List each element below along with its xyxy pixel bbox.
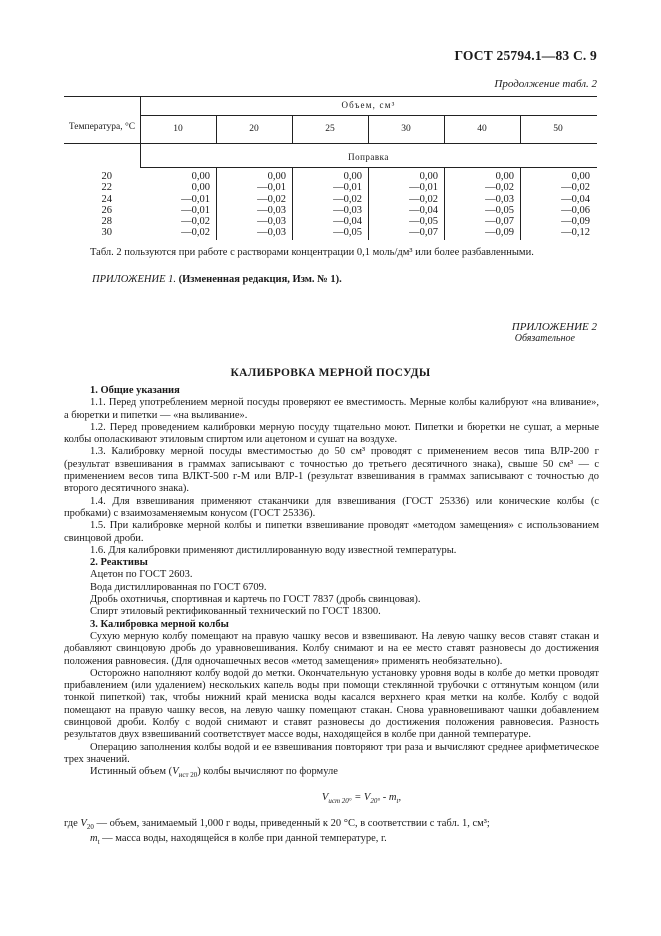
page-header: ГОСТ 25794.1—83 С. 9 <box>454 48 597 63</box>
text-run: = <box>351 792 364 804</box>
temperature-cell: 26 <box>101 204 112 216</box>
correction-cell: —0,02 <box>181 216 210 228</box>
correction-cell: —0,05 <box>333 227 362 239</box>
table-columns-rule <box>64 143 597 144</box>
correction-cell: —0,03 <box>485 193 514 205</box>
correction-cell: —0,07 <box>409 227 438 239</box>
text-run: где <box>64 817 81 829</box>
text-run: — масса воды, находящейся в колбе при данной температуре, г. <box>99 833 387 845</box>
subscript: ист 20° <box>328 797 352 806</box>
subscript: 20 <box>86 823 94 832</box>
correction-cell: —0,01 <box>409 182 438 194</box>
text-run: Истинный объем ( <box>90 766 173 778</box>
subscript: t <box>396 797 399 806</box>
appendix1-text: (Измененная редакция, Изм. № 1). <box>178 274 342 285</box>
correction-cell: —0,04 <box>409 204 438 216</box>
correction-cell: —0,07 <box>485 216 514 228</box>
appendix2-heading <box>512 321 597 345</box>
correction-cell: —0,05 <box>409 216 438 228</box>
paragraph: 1.1. Перед употреблением мерной посуды проверяют ее вместимость. Мерные колбы калибруют «на вливание», а бюретки и пипетки — «на выливание». <box>64 397 599 421</box>
correction-cell: —0,02 <box>561 182 590 194</box>
formula <box>64 792 599 807</box>
appendix1-reference <box>92 274 342 285</box>
correction-cell: —0,04 <box>333 216 362 228</box>
table-continuation-label: Продолжение табл. 2 <box>494 78 597 90</box>
paragraph: Операцию заполнения колбы водой и ее взвешивания повторяют три раза и вычисляют среднее арифметическое трех значений. <box>64 741 599 765</box>
correction-cell: —0,02 <box>333 193 362 205</box>
correction-cell: —0,02 <box>485 182 514 194</box>
text-run: ) колбы вычисляют по формуле <box>197 766 338 778</box>
table-body <box>64 171 597 239</box>
paragraph: 1.4. Для взвешивания применяют стаканчики для взвешивания (ГОСТ 25336) или конические колбы (с пробками) с взаимозаменяемым конусом (ГОСТ 25336). <box>64 495 599 519</box>
correction-cell: —0,02 <box>257 193 286 205</box>
correction-cell: —0,06 <box>561 204 590 216</box>
paragraph: Сухую мерную колбу помещают на правую чашку весов и взвешивают. На левую чашку весов ставят стакан и добавляют свинцовую дробь до уравновешивания. Колбу снимают и на ее место ставят разновесы до достижения положения равновесия. (Для одночашечных весов «метод замещения» применять необязательно). <box>64 630 599 667</box>
symbol: V <box>80 817 87 829</box>
correction-cell: 0,00 <box>343 171 362 182</box>
paragraph: 1.5. При калибровке мерной колбы и пипетки взвешивание проводят «методом замещения» с использованием свинцовой дроби. <box>64 520 599 544</box>
correction-cell: —0,09 <box>561 216 590 228</box>
text-run: - <box>380 792 389 804</box>
table-top-rule <box>64 96 597 97</box>
text-run: , <box>398 792 402 804</box>
symbol: V <box>363 792 371 804</box>
section-heading: 1. Общие указания <box>90 385 180 396</box>
subscript: ист 20 <box>178 771 198 780</box>
temperature-cell: 28 <box>101 216 112 228</box>
correction-header: Поправка <box>348 152 389 162</box>
correction-cell: —0,02 <box>181 227 210 239</box>
section-heading: 2. Реактивы <box>90 557 148 569</box>
main-body <box>64 385 599 849</box>
subscript: t <box>97 838 100 847</box>
appendix1-label: ПРИЛОЖЕНИЕ 1. <box>92 274 176 285</box>
correction-cell: 0,00 <box>419 171 438 182</box>
correction-cell: —0,12 <box>561 227 590 239</box>
temperature-cell: 22 <box>101 182 112 194</box>
subscript: 20° <box>370 797 381 806</box>
symbol: m <box>90 833 98 845</box>
table-row <box>64 216 597 227</box>
correction-cell: —0,01 <box>257 182 286 194</box>
correction-cell: 0,00 <box>267 171 286 182</box>
table-row <box>64 205 597 216</box>
volume-header: Объем, см³ <box>341 100 396 110</box>
appendix2-label: ПРИЛОЖЕНИЕ 2 <box>511 321 597 333</box>
section-heading: 3. Калибровка мерной колбы <box>90 618 229 630</box>
volume-col-header: 40 <box>477 124 487 134</box>
table-note <box>64 247 599 259</box>
correction-cell: —0,09 <box>485 227 514 239</box>
volume-col-header: 10 <box>173 124 183 134</box>
volume-col-header: 20 <box>249 124 259 134</box>
correction-cell: 0,00 <box>191 171 210 182</box>
temperature-cell: 20 <box>101 171 112 182</box>
correction-cell: 0,00 <box>495 171 514 182</box>
correction-cell: —0,01 <box>333 182 362 194</box>
correction-cell: —0,03 <box>257 216 286 228</box>
paragraph: 1.3. Калибровку мерной посуды вместимостью до 50 см³ проводят с применением весов типа ВЛР-200 г (результат взвешивания в граммах записывают с точностью до третьего десятичного знака), свыше 50 см³ — с применением весов типа ВЛКТ-500 г-М или ВЛР-1 (результат взвешивания в граммах записывают с точностью до второго десятичного знака). <box>64 446 599 495</box>
paragraph: 1.2. Перед проведением калибровки мерную посуду тщательно моют. Пипетки и бюретки не сушат, а мерные колбы ополаскивают этиловым спиртом или ацетоном и сушат на воздухе. <box>64 421 599 446</box>
correction-cell: 0,00 <box>191 182 210 194</box>
reagent-item: Спирт этиловый ректификованный технический по ГОСТ 18300. <box>90 606 381 618</box>
definition <box>64 833 599 848</box>
correction-cell: —0,03 <box>257 227 286 239</box>
volume-col-header: 25 <box>325 124 335 134</box>
correction-cell: —0,04 <box>561 193 590 205</box>
correction-cell: —0,01 <box>181 204 210 216</box>
correction-cell: —0,05 <box>485 204 514 216</box>
table-row <box>64 227 597 238</box>
temperature-header: Температура, °С <box>68 122 136 132</box>
note-text: Табл. 2 пользуются при работе с растворами концентрации 0,1 моль/дм³ или более разбавленными. <box>90 247 534 258</box>
paragraph: Осторожно наполняют колбу водой до метки. Окончательную установку уровня воды в колбе до метки проводят прибавлением (или удалением) нескольких капель воды при помощи стеклянной трубочки с оттянутым концом (или тонкой пипеткой) так, чтобы нижний край мениска воды касался верхнего края метки на колбе. Колбу с водой помещают на правую чашку весов, на левую чашку помещают стакан. Снова уравновешивают чашки добавлением свинцовой дроби. Колбу с водой снимают и ставят разновесы до достижения положения равновесия. Разность результатов двух взвешиваний соответствует массе воды, находящейся в колбе при данной температуре. <box>64 667 599 741</box>
appendix2-status: Обязательное <box>514 333 575 344</box>
correction-cell: —0,03 <box>333 204 362 216</box>
paragraph: 1.6. Для калибровки применяют дистиллированную воду известной температуры. <box>90 544 457 556</box>
volume-col-header: 30 <box>401 124 411 134</box>
temperature-cell: 30 <box>101 227 112 239</box>
volume-col-header: 50 <box>553 124 563 134</box>
paragraph <box>64 766 599 781</box>
table-row <box>64 194 597 205</box>
correction-cell: —0,01 <box>181 193 210 205</box>
reagent-item: Вода дистиллированная по ГОСТ 6709. <box>90 581 267 593</box>
symbol: V <box>172 766 179 778</box>
symbol: V <box>321 792 329 804</box>
symbol: m <box>388 792 397 804</box>
page-title: КАЛИБРОВКА МЕРНОЙ ПОСУДЫ <box>230 367 431 379</box>
correction-cell: —0,02 <box>409 193 438 205</box>
table-row <box>64 182 597 193</box>
correction-cell: 0,00 <box>571 171 590 182</box>
reagent-item: Дробь охотничья, спортивная и картечь по ГОСТ 7837 (дробь свинцовая). <box>90 594 421 606</box>
reagent-item: Ацетон по ГОСТ 2603. <box>90 569 193 581</box>
text-run: — объем, занимаемый 1,000 г воды, приведенный к 20 °С, в соответствии с табл. 1, см³; <box>93 817 490 829</box>
correction-cell: —0,03 <box>257 204 286 216</box>
table-row <box>64 171 597 182</box>
correction-table <box>64 96 597 246</box>
definition <box>64 818 599 833</box>
temperature-cell: 24 <box>101 193 112 205</box>
